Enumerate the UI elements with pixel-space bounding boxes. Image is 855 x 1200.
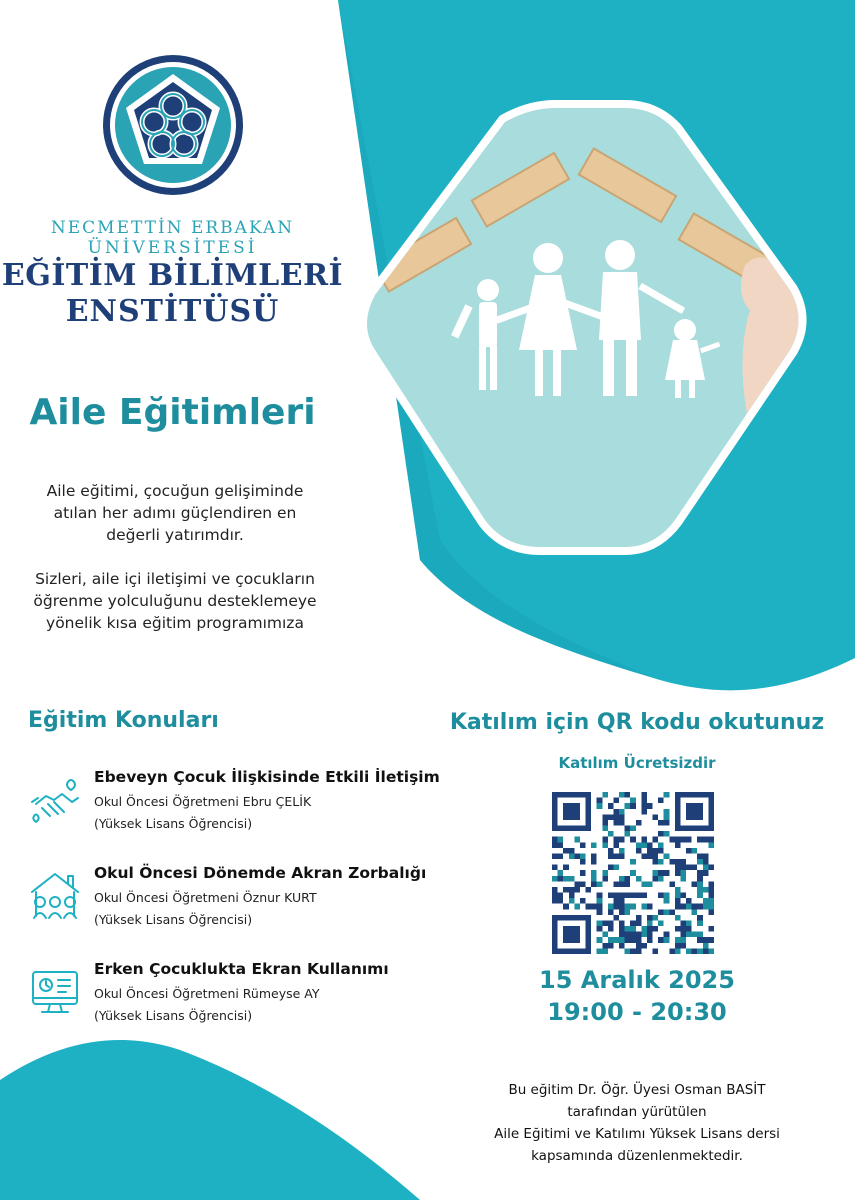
university-logo	[102, 54, 244, 196]
intro-line: Sizleri, aile içi iletişimi ve çocukların	[35, 570, 315, 588]
intro-line: değerli yatırımdır.	[106, 526, 244, 544]
qr-heading: Katılım için QR kodu okutunuz	[449, 710, 825, 735]
handshake-heart-icon	[28, 774, 82, 828]
monitor-icon	[28, 966, 82, 1020]
teal-corner-shape	[0, 1030, 420, 1200]
intro-paragraph-2	[20, 568, 330, 634]
institution-name-line1: NECMETTİN ERBAKAN	[50, 218, 295, 238]
institution-name-line2: ÜNİVERSİTESİ	[87, 238, 258, 258]
topic-presenter: Okul Öncesi Öğretmeni Ebru ÇELİK	[94, 794, 312, 809]
topic-presenter-role: (Yüksek Lisans Öğrencisi)	[94, 912, 253, 927]
intro-line: Aile eğitimi, çocuğun gelişiminde	[46, 482, 304, 500]
intro-line: öğrenme yolculuğunu desteklemeye	[33, 592, 317, 610]
organizer-note-line: kapsamında düzenlenmektedir.	[531, 1148, 743, 1164]
topic-title: Erken Çocuklukta Ekran Kullanımı	[94, 960, 389, 978]
event-date: 15 Aralık 2025	[539, 966, 735, 994]
intro-paragraph-1	[20, 480, 330, 546]
topic-title: Ebeveyn Çocuk İlişkisinde Etkili İletişim	[94, 768, 440, 786]
page-title: Aile Eğitimleri	[29, 392, 316, 433]
topic-presenter-role: (Yüksek Lisans Öğrencisi)	[94, 1008, 253, 1023]
topics-heading: Eğitim Konuları	[28, 708, 219, 733]
topic-presenter: Okul Öncesi Öğretmeni Rümeyse AY	[94, 986, 320, 1001]
qr-code[interactable]	[552, 792, 714, 954]
institution-name-line4: ENSTİTÜSÜ	[65, 294, 280, 329]
house-children-icon	[28, 870, 82, 924]
organizer-note-line: Bu eğitim Dr. Öğr. Üyesi Osman BASİT	[508, 1082, 766, 1098]
intro-line: atılan her adımı güçlendiren en	[53, 504, 297, 522]
intro-line: yönelik kısa eğitim programımıza	[46, 614, 304, 632]
institution-name-line3: EĞİTİM BİLİMLERİ	[1, 258, 344, 293]
event-time: 19:00 - 20:30	[547, 998, 727, 1026]
free-participation-label: Katılım Ücretsizdir	[558, 754, 716, 772]
topic-presenter: Okul Öncesi Öğretmeni Öznur KURT	[94, 890, 317, 905]
topic-title: Okul Öncesi Dönemde Akran Zorbalığı	[94, 864, 427, 882]
organizer-note-line: tarafından yürütülen	[567, 1104, 707, 1120]
family-hero-image	[355, 100, 810, 555]
topic-presenter-role: (Yüksek Lisans Öğrencisi)	[94, 816, 253, 831]
organizer-note-line: Aile Eğitimi ve Katılımı Yüksek Lisans dersi	[494, 1126, 780, 1142]
